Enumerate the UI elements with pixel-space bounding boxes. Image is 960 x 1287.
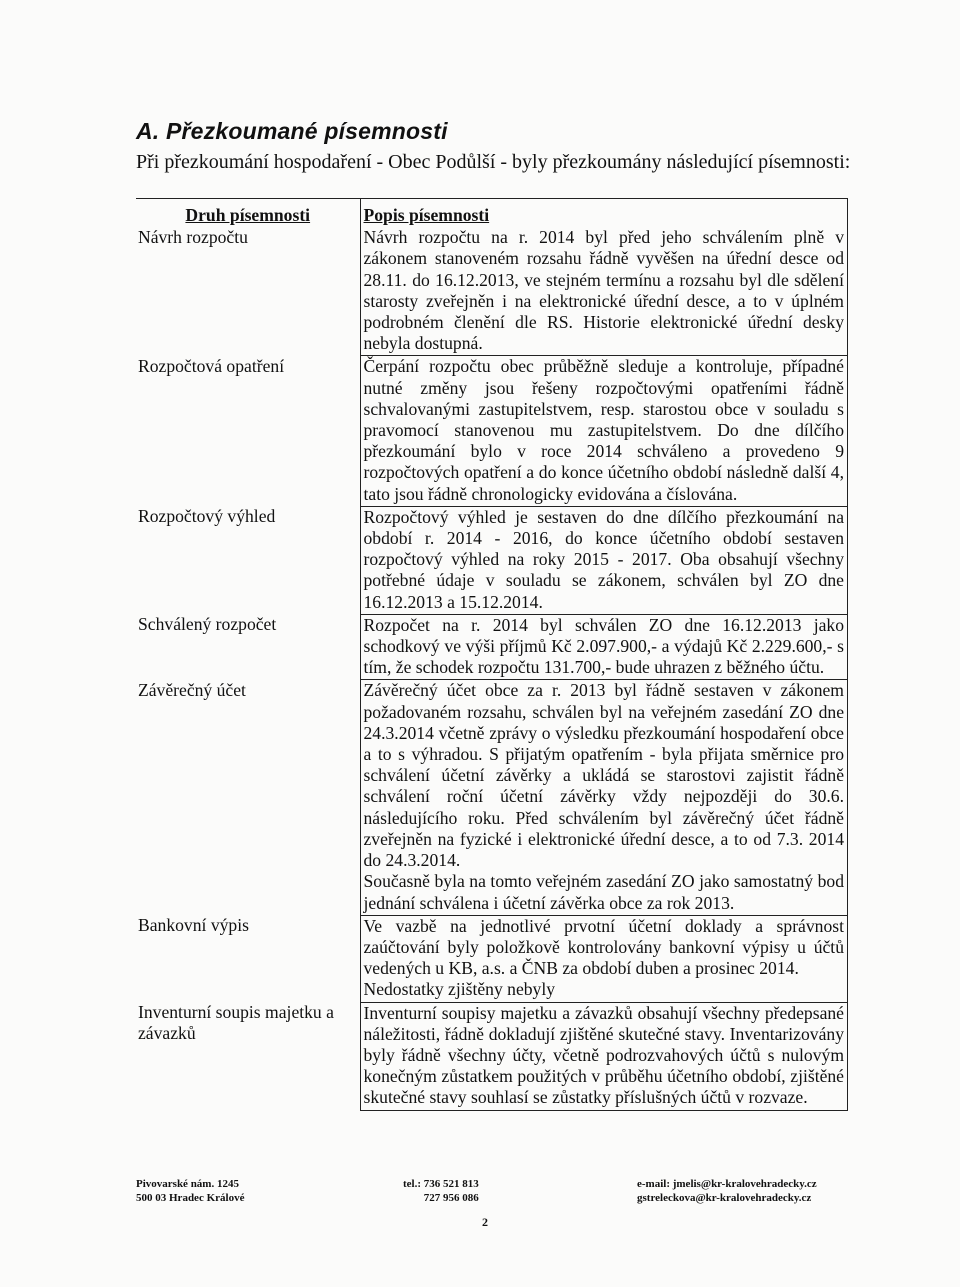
footer-phone	[403, 1177, 479, 1205]
footer-phone-line: 727 956 086	[423, 1192, 479, 1204]
footer-email-line: gstreleckova@kr-kralovehradecky.cz	[637, 1192, 812, 1204]
footer-email-line: e-mail: jmelis@kr-kralovehradecky.cz	[637, 1178, 817, 1190]
document-type-cell: Bankovní výpis	[138, 915, 249, 936]
description-paragraph: Nedostatky zjištěny nebyly	[363, 979, 556, 1000]
table-row	[136, 356, 848, 506]
footer-address	[136, 1177, 244, 1205]
document-type-cell: Inventurní soupis majetku a závazků	[138, 1002, 334, 1044]
section-heading: A. Přezkoumané písemnosti	[136, 118, 448, 144]
document-description-cell	[360, 227, 848, 356]
table-row	[136, 680, 848, 915]
description-paragraph: Čerpání rozpočtu obec průběžně sleduje a kontroluje, případné nutné změny jsou řešeny rozpočtovými opatřeními řádně schvalovanými zastupitelstvem, resp. starostou obce v souladu s pravomocí stanovenou mu zastupitelstvem. Do dne dílčího přezkoumání bylo v roce 2014 schváleno a provedeno 9 rozpočtových opatření a do konce účetního období následně další 4, tato jsou řádně chronologicky evidována a číslována.	[363, 356, 844, 504]
document-description-cell	[360, 506, 848, 614]
document-type-cell: Schválený rozpočet	[138, 614, 277, 635]
col-header-type: Druh písemnosti	[136, 199, 360, 228]
footer-address-line: 500 03 Hradec Králové	[136, 1192, 245, 1204]
document-type-cell: Návrh rozpočtu	[138, 227, 248, 248]
description-paragraph: Inventurní soupisy majetku a závazků obsahují všechny předepsané náležitosti, řádně dokladují zjištěné skutečné stavy. Inventarizovány byly řádně všechny účty, včetně podrozvahových účtů s nulovým konečným zůstatkem použitých v průběhu účetního období, zjištěné skutečné stavy souhlasí se zůstatky příslušných účtů v rozvaze.	[363, 1002, 844, 1108]
document-description-cell	[360, 614, 848, 680]
table-row	[136, 915, 848, 1002]
page-number: 2	[482, 1215, 488, 1229]
document-type-cell: Rozpočtová opatření	[138, 355, 285, 376]
table-row	[136, 1002, 848, 1110]
documents-table	[136, 198, 848, 1111]
description-paragraph: Rozpočet na r. 2014 byl schválen ZO dne 16.12.2013 jako schodkový ve výši příjmů Kč 2.097.900,- a výdajů Kč 2.229.600,- s tím, že schodek rozpočtu 131.700,- bude uhrazen z běžného účtu.	[363, 614, 844, 678]
description-paragraph: Současně byla na tomto veřejném zasedání ZO jako samostatný bod jednání schválena i účetní závěrka obce za rok 2013.	[363, 871, 844, 913]
intro-text: Při přezkoumání hospodaření - Obec Podůlší - byly přezkoumány následující písemnosti:	[136, 151, 851, 173]
footer-email	[637, 1177, 817, 1205]
document-description-cell	[360, 915, 848, 1002]
table-row	[136, 227, 848, 356]
description-paragraph: Ve vazbě na jednotlivé prvotní účetní doklady a správnost zaúčtování byly položkově kontrolovány bankovní výpisy u účtů vedených u KB, a.s. a ČNB za období duben a prosinec 2014.	[363, 915, 844, 979]
document-description-cell	[360, 680, 848, 915]
col-header-description: Popis písemnosti	[360, 199, 848, 228]
footer-phone-line: tel.: 736 521 813	[403, 1178, 479, 1190]
table-row	[136, 506, 848, 614]
description-paragraph: Návrh rozpočtu na r. 2014 byl před jeho schválením plně v zákonem stanoveném rozsahu řádně vyvěšen na úřední desce od 28.11. do 16.12.2013, ve stejném termínu a rozsahu byl dle sdělení starosty zveřejněn i na elektronické úřední desce, a to v úplném podrobném členění dle RS. Historie elektronické úřední desky nebyla dostupná.	[363, 227, 844, 354]
footer-address-line: Pivovarské nám. 1245	[136, 1178, 239, 1190]
description-paragraph: Závěrečný účet obce za r. 2013 byl řádně sestaven v zákonem požadovaném rozsahu, schválen byl na veřejném zasedání ZO dne 24.3.2014 včetně zprávy o výsledku přezkoumání hospodaření obce a to s výhradou. S přijatým opatřením - byla přijata směrnice pro schválení účetní závěrky a ukládá se starostovi zajistit řádně schválení roční účetní závěrky vždy nejpozději do 30.6. následujícího roku. Před schválením byl závěrečný účet řádně zveřejněn na fyzické i elektronické úřední desce, a to od 7.3. 2014 do 24.3.2014.	[363, 680, 844, 871]
document-type-cell: Rozpočtový výhled	[138, 506, 276, 527]
table-row	[136, 614, 848, 680]
document-type-cell: Závěrečný účet	[138, 679, 246, 700]
table-header-row	[136, 199, 848, 228]
description-paragraph: Rozpočtový výhled je sestaven do dne dílčího přezkoumání na období r. 2014 - 2016, do konce účetního období sestaven rozpočtový výhled na roky 2015 - 2017. Oba obsahují všechny potřebné údaje v souladu se zákonem, schválen byl ZO dne 16.12.2013 a 15.12.2014.	[363, 506, 844, 612]
document-description-cell	[360, 356, 848, 506]
document-description-cell	[360, 1002, 848, 1110]
